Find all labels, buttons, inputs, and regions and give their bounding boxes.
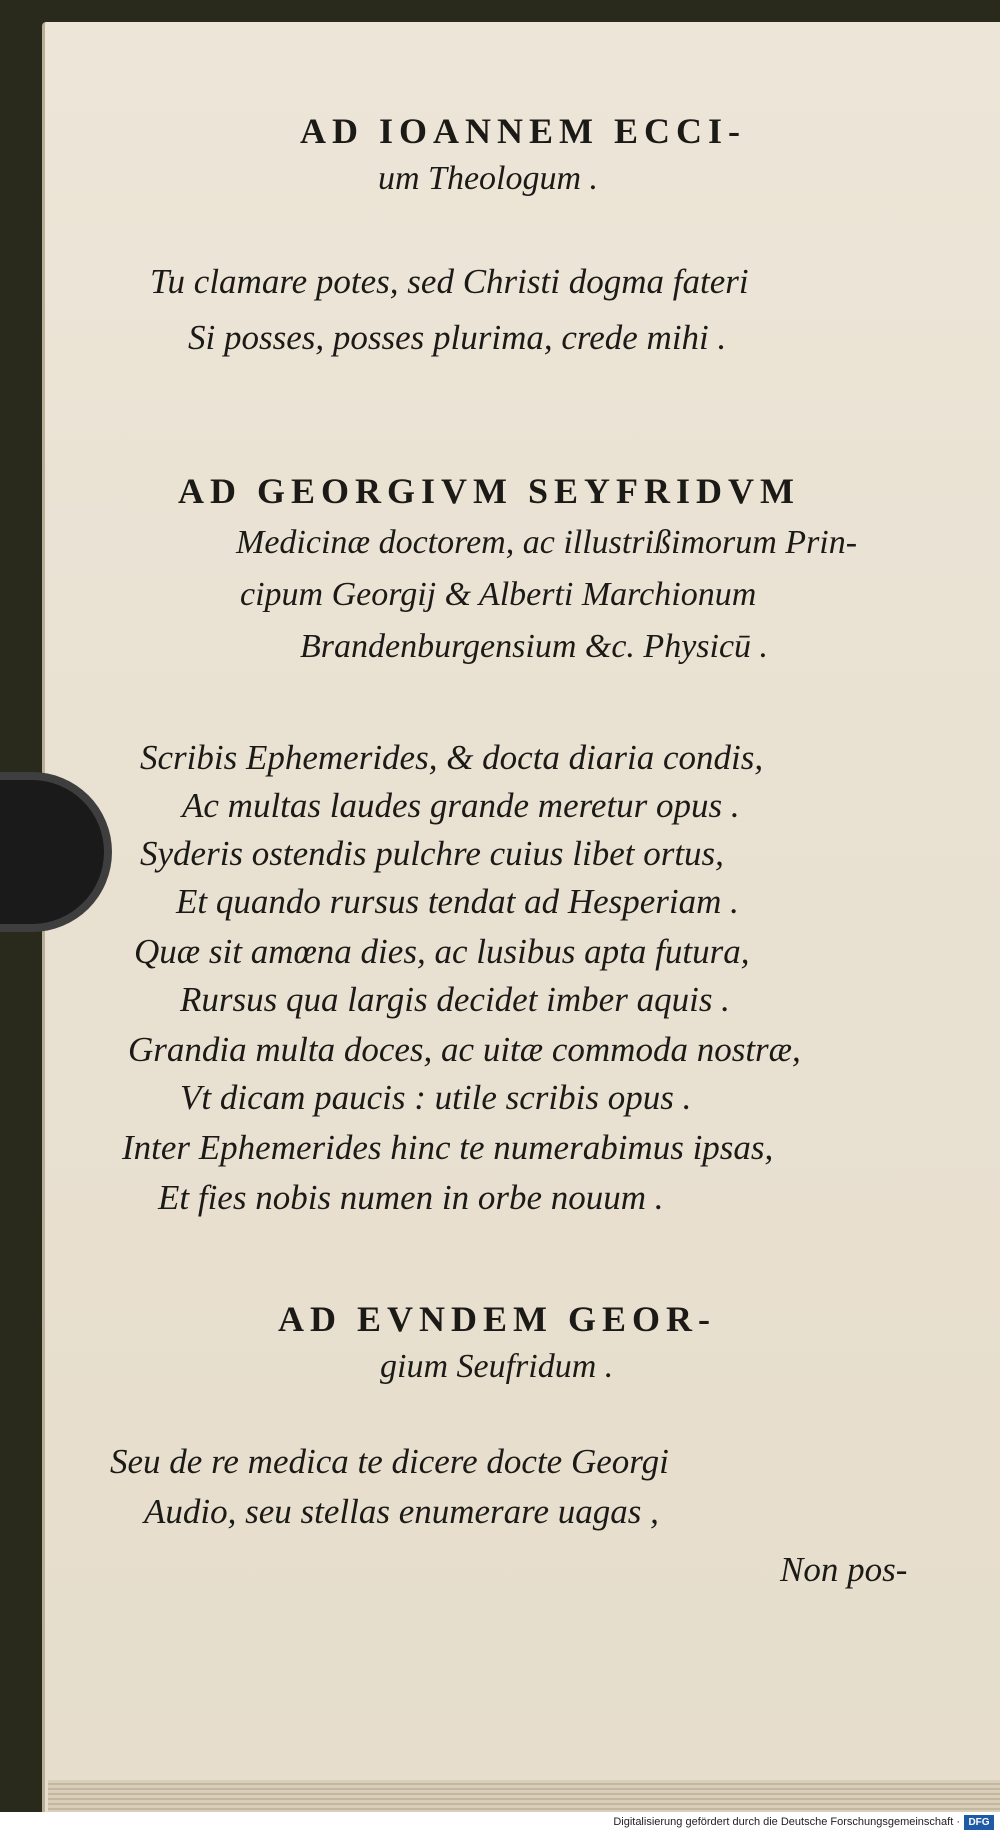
poem2-heading-line2: Medicinæ doctorem, ac illustrißimorum Prin-: [236, 524, 858, 561]
poem2-line-7: Grandia multa doces, ac uitæ commoda nostræ,: [128, 1030, 801, 1069]
poem3-heading-line1: AD EVNDEM GEOR-: [278, 1299, 716, 1339]
footer-credit: Digitalisierung gefördert durch die Deutsche Forschungsgemeinschaft ·: [613, 1816, 960, 1828]
poem2-line-4: Et quando rursus tendat ad Hesperiam .: [176, 882, 739, 921]
poem2-line-1: Scribis Ephemerides, & docta diaria condis,: [140, 738, 764, 777]
poem1-line-2: Si posses, posses plurima, crede mihi .: [188, 318, 727, 357]
poem1-line-1: Tu clamare potes, sed Christi dogma fateri: [150, 262, 749, 301]
poem2-line-5: Quæ sit amœna dies, ac lusibus apta futura,: [134, 932, 750, 971]
poem1-heading-line2: um Theologum .: [378, 160, 599, 197]
poem3-line-1: Seu de re medica te dicere docte Georgi: [110, 1442, 669, 1481]
poem3-line-2: Audio, seu stellas enumerare uagas ,: [144, 1492, 659, 1531]
poem2-line-10: Et fies nobis numen in orbe nouum .: [158, 1178, 664, 1217]
poem2-line-6: Rursus qua largis decidet imber aquis .: [180, 980, 730, 1019]
poem2-heading-line1: AD GEORGIVM SEYFRIDVM: [178, 471, 801, 511]
poem2-line-9: Inter Ephemerides hinc te numerabimus ipsas,: [122, 1128, 774, 1167]
poem2-heading-line3: cipum Georgij & Alberti Marchionum: [240, 576, 757, 613]
poem3-heading-line2: gium Seufridum .: [380, 1348, 614, 1385]
catchword: Non pos-: [780, 1550, 908, 1589]
poem1-heading-line1: AD IOANNEM ECCI-: [300, 111, 746, 151]
poem2-line-2: Ac multas laudes grande meretur opus .: [182, 786, 740, 825]
poem2-line-3: Syderis ostendis pulchre cuius libet ortus,: [140, 834, 724, 873]
dfg-logo: DFG: [964, 1815, 994, 1830]
poem2-line-8: Vt dicam paucis : utile scribis opus .: [180, 1078, 692, 1117]
poem2-heading-line4: Brandenburgensium &c. Physicū .: [300, 628, 769, 665]
